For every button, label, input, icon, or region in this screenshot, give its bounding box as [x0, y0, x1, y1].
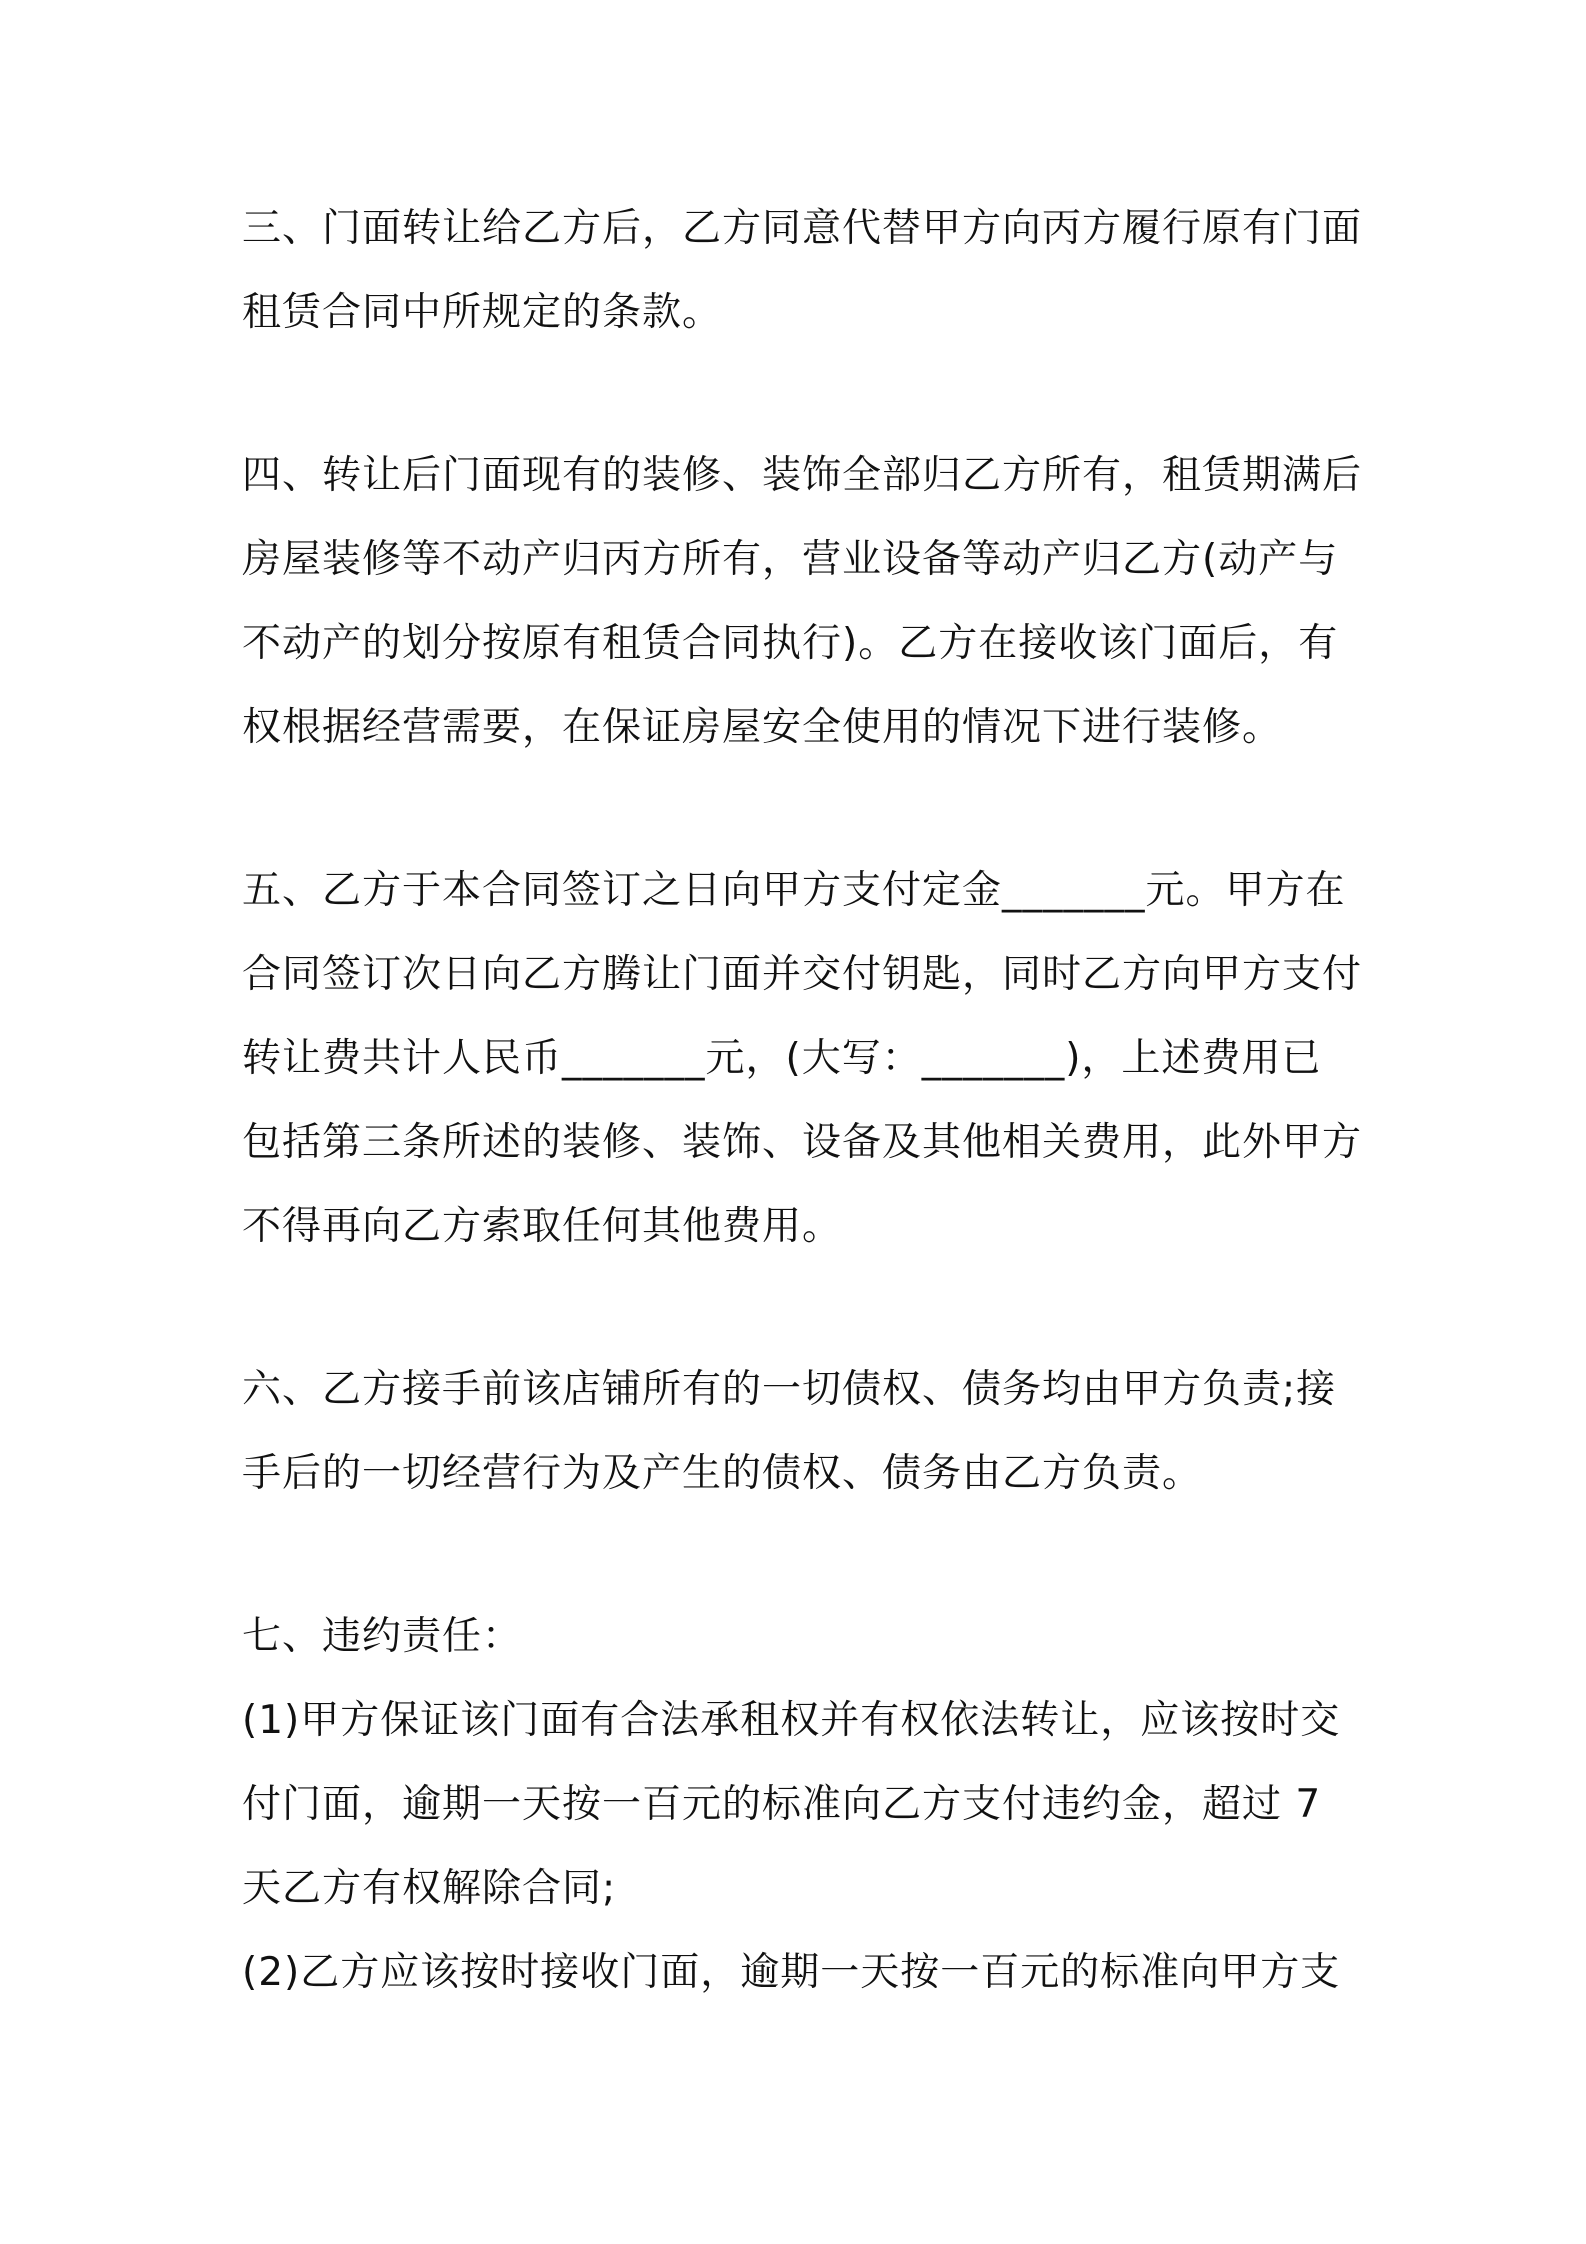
section-6-line-2: 手后的一切经营行为及产生的债权、债务由乙方负责。: [242, 1451, 1203, 1496]
section-5-line-3: 转让费共计人民币_______元，(大写：_______)，上述费用已: [242, 1036, 1322, 1081]
section-5-line-2: 合同签订次日向乙方腾让门面并交付钥匙，同时乙方向甲方支付: [242, 952, 1363, 997]
section-7-line-4: 天乙方有权解除合同;: [242, 1866, 617, 1911]
section-3-line-2: 租赁合同中所规定的条款。: [242, 290, 723, 335]
section-4-line-4: 权根据经营需要，在保证房屋安全使用的情况下进行装修。: [242, 705, 1283, 750]
section-3-line-1: 三、门面转让给乙方后，乙方同意代替甲方向丙方履行原有门面: [242, 206, 1363, 251]
section-7-line-5: (2)乙方应该按时接收门面，逾期一天按一百元的标准向甲方支: [242, 1950, 1341, 1995]
section-4-line-1: 四、转让后门面现有的装修、装饰全部归乙方所有，租赁期满后: [242, 453, 1363, 498]
section-7-line-2: (1)甲方保证该门面有合法承租权并有权依法转让，应该按时交: [242, 1698, 1341, 1743]
section-4-line-3: 不动产的划分按原有租赁合同执行)。乙方在接收该门面后，有: [242, 621, 1339, 666]
section-7-heading: 七、违约责任：: [242, 1614, 523, 1659]
section-7-line-3: 付门面，逾期一天按一百元的标准向乙方支付违约金，超过 7: [242, 1782, 1322, 1827]
section-5-line-1: 五、乙方于本合同签订之日向甲方支付定金_______元。甲方在: [242, 868, 1346, 913]
section-5-line-5: 不得再向乙方索取任何其他费用。: [242, 1204, 843, 1249]
section-5-line-4: 包括第三条所述的装修、装饰、设备及其他相关费用，此外甲方: [242, 1120, 1363, 1165]
section-4-line-2: 房屋装修等不动产归丙方所有，营业设备等动产归乙方(动产与: [242, 537, 1339, 582]
section-6-line-1: 六、乙方接手前该店铺所有的一切债权、债务均由甲方负责;接: [242, 1367, 1337, 1412]
